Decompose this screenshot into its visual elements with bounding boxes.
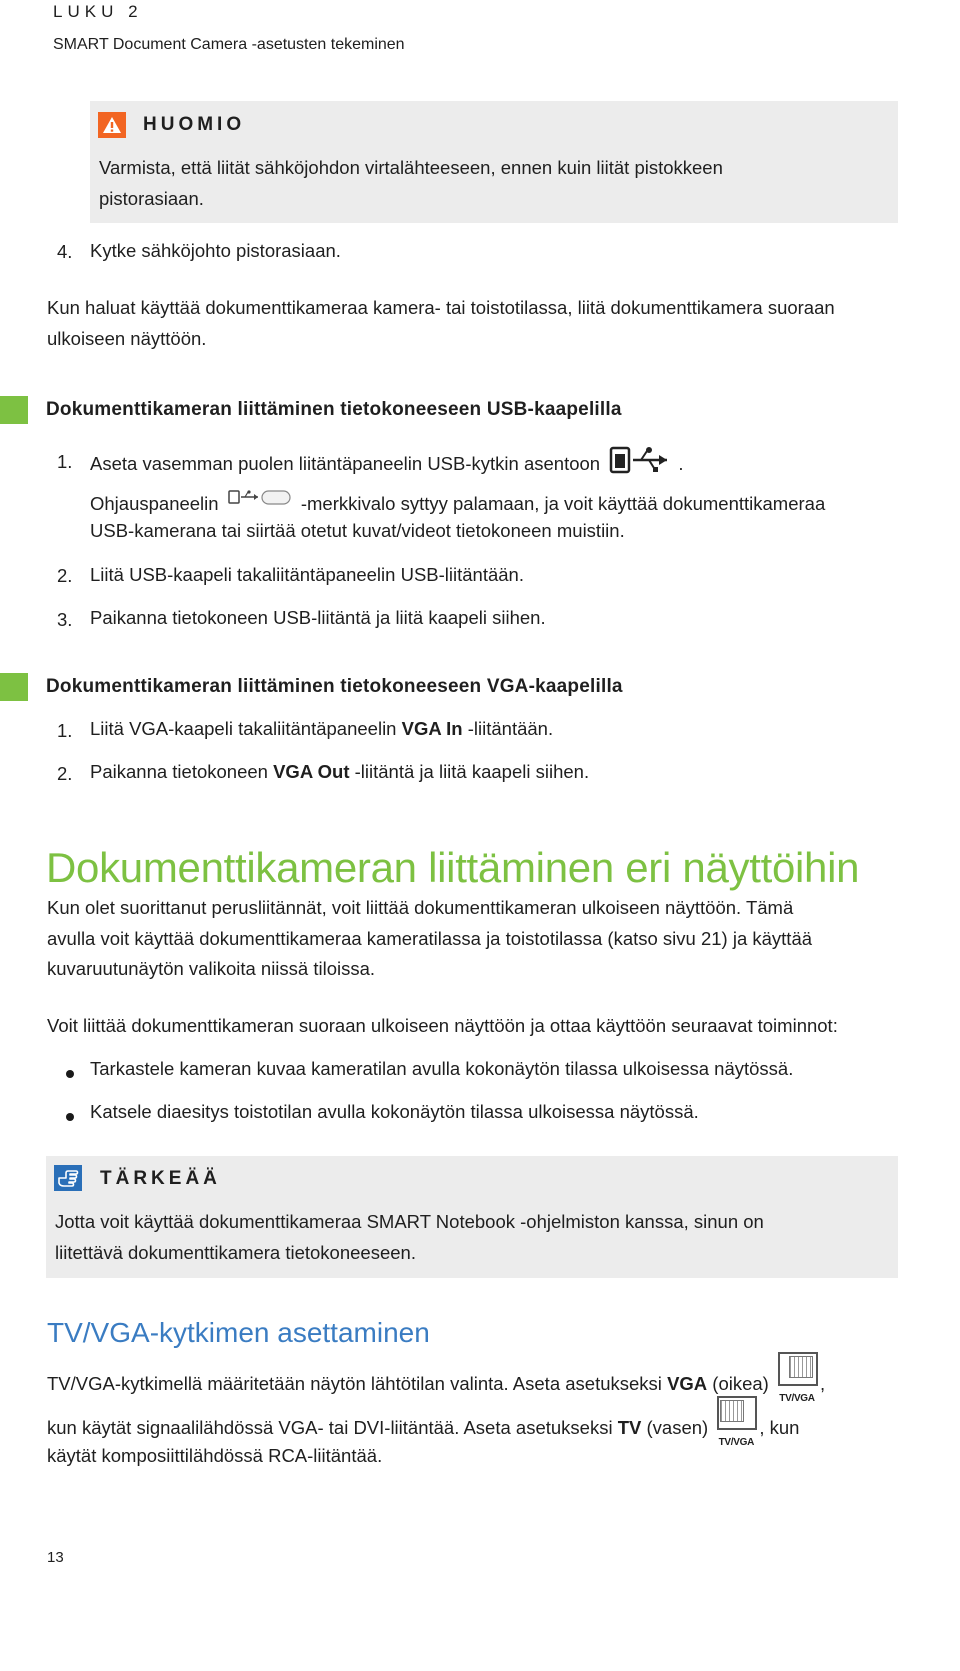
- bullet-item: Tarkastele kameran kuvaa kameratilan avulla kokonäytön tilassa ulkoisessa näytössä.: [90, 1058, 794, 1079]
- pointing-hand-icon: [54, 1165, 82, 1191]
- tv-setting-label: TV: [617, 1417, 642, 1438]
- usb-step2: Liitä USB-kaapeli takaliitäntäpaneelin USB-liitäntään.: [90, 564, 524, 585]
- bullet-dot: [66, 1113, 74, 1121]
- step-number: 2.: [57, 565, 73, 586]
- intro-line1: Kun haluat käyttää dokumenttikameraa kamera- tai toistotilassa, liitä dokumenttikamera suoraan: [47, 297, 835, 318]
- usb-switch-icon: [609, 442, 673, 476]
- usb-step1-end: .: [678, 453, 684, 474]
- chapter-subtitle: SMART Document Camera -asetusten tekeminen: [53, 36, 405, 53]
- tvvga-line2-text: kun käytät signaalilähdössä VGA- tai DVI-liitäntää. Aseta asetukseksi: [47, 1417, 618, 1438]
- tvvga-line1: [47, 1352, 826, 1404]
- vga-step2-text: Paikanna tietokoneen: [90, 761, 274, 782]
- usb-step1-text: Aseta vasemman puolen liitäntäpaneelin USB-kytkin asentoon: [90, 453, 601, 474]
- tvvga-line1-suffix: (oikea): [707, 1373, 769, 1394]
- vga-step1-text: Liitä VGA-kaapeli takaliitäntäpaneelin: [90, 718, 402, 739]
- tvvga-line2: [47, 1396, 800, 1448]
- step-number: 2.: [57, 763, 73, 784]
- step-number: 1.: [57, 451, 73, 472]
- vga-setting-label: VGA: [667, 1373, 708, 1394]
- tvvga-line2-end: , kun: [759, 1417, 800, 1438]
- usb-section-title: Dokumenttikameran liittäminen tietokoneeseen USB-kaapelilla: [46, 399, 622, 420]
- important-box: [46, 1156, 898, 1278]
- tvvga-line1-text: TV/VGA-kytkimellä määritetään näytön lähtötilan valinta. Aseta asetukseksi: [47, 1373, 668, 1394]
- tvvga-line2-suffix: (vasen): [641, 1417, 709, 1438]
- usb-note-a: Ohjauspaneelin: [90, 493, 219, 514]
- vga-in-label: VGA In: [401, 718, 463, 739]
- switch-label: TV/VGA: [779, 1393, 815, 1404]
- display-p2: Voit liittää dokumenttikameran suoraan ulkoiseen näyttöön ja ottaa käyttöön seuraavat toiminnot:: [47, 1015, 838, 1036]
- step-number: 3.: [57, 609, 73, 630]
- usb-led-icon: [228, 488, 292, 508]
- vga-section-title: Dokumenttikameran liittäminen tietokoneeseen VGA-kaapelilla: [46, 676, 623, 697]
- page-number: 13: [47, 1549, 64, 1566]
- switch-inner: [720, 1400, 744, 1422]
- step-number: 1.: [57, 720, 73, 741]
- tvvga-line1-end: ,: [820, 1373, 826, 1394]
- usb-note-line2: USB-kamerana tai siirtää otetut kuvat/videot tietokoneen muistiin.: [90, 520, 625, 541]
- important-text-line1: Jotta voit käyttää dokumenttikameraa SMART Notebook -ohjelmiston kanssa, sinun on: [55, 1211, 764, 1232]
- important-title: TÄRKEÄÄ: [100, 1168, 221, 1189]
- display-p1-line1: Kun olet suorittanut perusliitännät, voit liittää dokumenttikameran ulkoiseen näyttöön. Tämä: [47, 897, 794, 918]
- vga-step2-suffix: -liitäntä ja liitä kaapeli siihen.: [349, 761, 590, 782]
- vga-step1-suffix: -liitäntään.: [462, 718, 554, 739]
- warning-icon: [98, 112, 126, 138]
- usb-step3: Paikanna tietokoneen USB-liitäntä ja liitä kaapeli siihen.: [90, 607, 546, 628]
- display-section-title: Dokumenttikameran liittäminen eri näyttöihin: [46, 844, 860, 891]
- intro-line2: ulkoiseen näyttöön.: [47, 328, 207, 349]
- section-marker: [0, 396, 28, 424]
- vga-step1: [90, 713, 553, 745]
- usb-step1: [90, 442, 684, 480]
- tvvga-line3: käytät komposiittilähdössä RCA-liitäntää.: [47, 1445, 383, 1466]
- section-marker: [0, 673, 28, 701]
- vga-out-label: VGA Out: [273, 761, 350, 782]
- caution-title: HUOMIO: [143, 114, 246, 135]
- usb-note-b: -merkkivalo syttyy palamaan, ja voit käyttää dokumenttikameraa: [300, 493, 826, 514]
- tv-vga-switch-right-icon: [774, 1352, 820, 1404]
- important-text-line2: liitettävä dokumenttikamera tietokoneeseen.: [55, 1242, 416, 1263]
- switch-label: TV/VGA: [718, 1437, 755, 1448]
- step-number: 4.: [57, 241, 73, 262]
- switch-inner: [789, 1356, 813, 1378]
- bullet-item: Katsele diaesitys toistotilan avulla kokonäytön tilassa ulkoisessa näytössä.: [90, 1101, 699, 1122]
- display-p1-line2: avulla voit käyttää dokumenttikameraa kameratilassa ja toistotilassa (katso sivu 21) ja käyttää: [47, 928, 813, 949]
- chapter-label: LUKU 2: [53, 2, 143, 21]
- caution-text-line2: pistorasiaan.: [99, 188, 204, 209]
- caution-box: [90, 101, 898, 223]
- display-p1-line3: kuvaruutunäytön valikoita niissä tiloissa.: [47, 958, 376, 979]
- tv-vga-switch-left-icon: [713, 1396, 759, 1448]
- caution-text-line1: Varmista, että liität sähköjohdon virtalähteeseen, ennen kuin liität pistokkeen: [99, 157, 723, 178]
- bullet-dot: [66, 1070, 74, 1078]
- step-text: Kytke sähköjohto pistorasiaan.: [90, 240, 341, 261]
- vga-step2: [90, 756, 589, 788]
- tvvga-section-title: TV/VGA-kytkimen asettaminen: [47, 1317, 430, 1348]
